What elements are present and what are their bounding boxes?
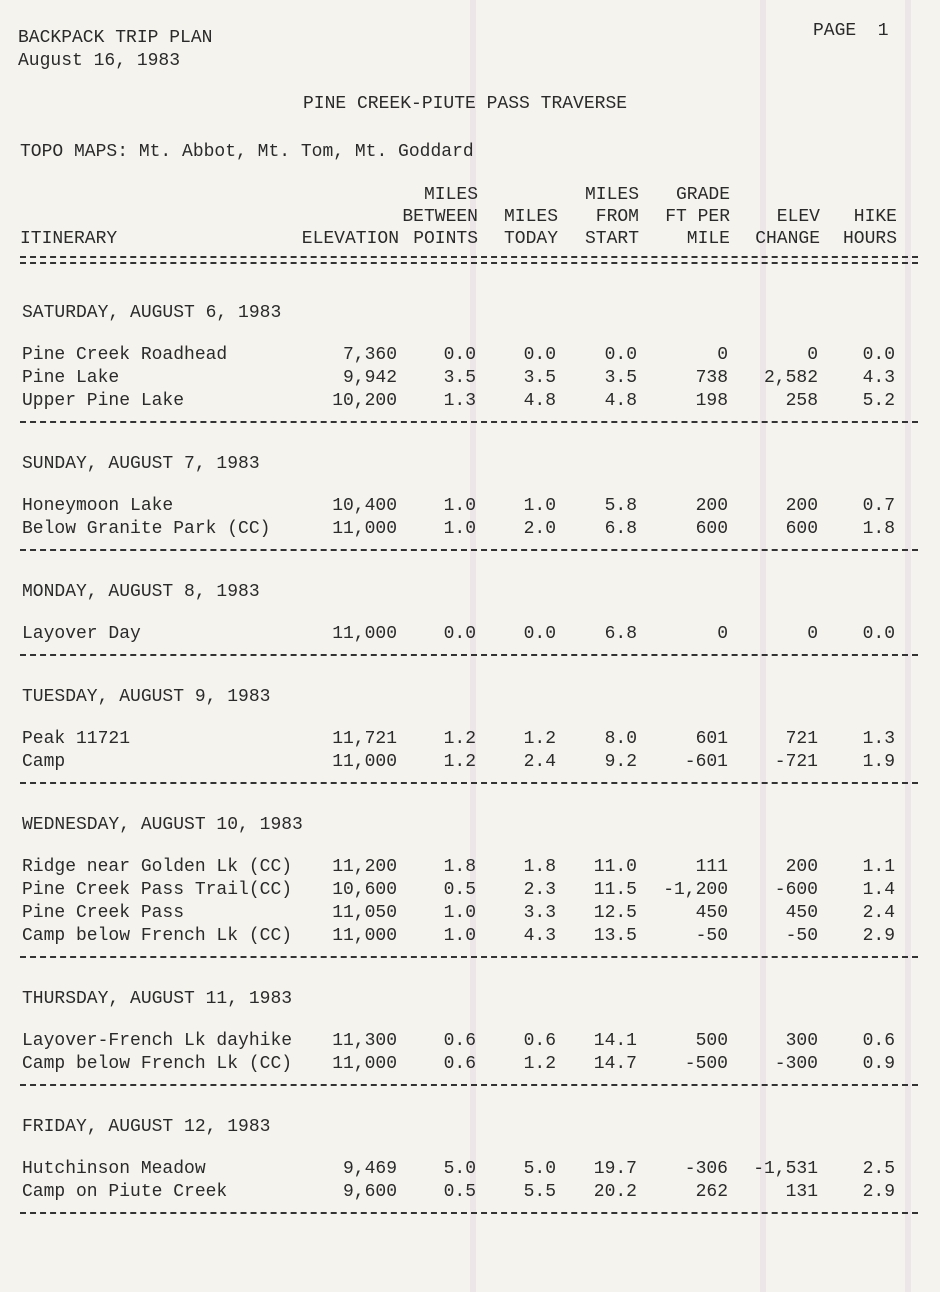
itinerary-row [22, 925, 922, 948]
itinerary-value: -500 [684, 1054, 728, 1074]
itinerary-value: 5.0 [523, 1159, 556, 1179]
itinerary-value: 1.2 [523, 1054, 556, 1074]
day-heading: SATURDAY, AUGUST 6, 1983 [22, 303, 282, 323]
itinerary-value: 1.0 [523, 496, 556, 516]
itinerary-value: 0.0 [523, 624, 556, 644]
day-heading: THURSDAY, AUGUST 11, 1983 [22, 989, 293, 1009]
itinerary-value: 8.0 [604, 729, 637, 749]
itinerary-value: 1.2 [443, 752, 476, 772]
itinerary-value: 3.5 [604, 368, 637, 388]
itinerary-value: 9.2 [604, 752, 637, 772]
itinerary-value: 1.4 [862, 880, 895, 900]
itinerary-value: 19.7 [593, 1159, 637, 1179]
day-separator [20, 782, 918, 784]
itinerary-value: 450 [785, 903, 818, 923]
column-header-line: TODAY [503, 229, 558, 249]
itinerary-row [22, 367, 922, 390]
itinerary-row [22, 1053, 922, 1076]
itinerary-value: 5.5 [523, 1182, 556, 1202]
itinerary-value: 4.3 [523, 926, 556, 946]
day-section [22, 986, 922, 1086]
itinerary-row [22, 390, 922, 413]
itinerary-value: 5.2 [862, 391, 895, 411]
itinerary-value: 11,721 [332, 729, 397, 749]
itinerary-row [22, 1030, 922, 1053]
itinerary-value: 5.8 [604, 496, 637, 516]
column-header-line: MILES [584, 185, 639, 205]
itinerary-value: 1.1 [862, 857, 895, 877]
itinerary-value: 300 [785, 1031, 818, 1051]
itinerary-value: 1.0 [443, 903, 476, 923]
day-section [22, 684, 922, 784]
itinerary-value: 1.8 [523, 857, 556, 877]
waypoint-name: Camp on Piute Creek [22, 1182, 228, 1202]
itinerary-value: 262 [695, 1182, 728, 1202]
header-double-rule [20, 256, 918, 264]
itinerary-row [22, 856, 922, 879]
itinerary-value: 2.3 [523, 880, 556, 900]
itinerary-value: 2.4 [862, 903, 895, 923]
itinerary-value: 3.3 [523, 903, 556, 923]
itinerary-value: 738 [695, 368, 728, 388]
day-heading: WEDNESDAY, AUGUST 10, 1983 [22, 815, 303, 835]
itinerary-value: 0.9 [862, 1054, 895, 1074]
itinerary-value: 198 [695, 391, 728, 411]
itinerary-value: 11.0 [593, 857, 637, 877]
itinerary-value: 200 [785, 496, 818, 516]
itinerary-value: 1.8 [862, 519, 895, 539]
itinerary-value: 1.0 [443, 926, 476, 946]
day-separator [20, 956, 918, 958]
itinerary-value: 131 [785, 1182, 818, 1202]
itinerary-value: 11,000 [332, 926, 397, 946]
itinerary-row [22, 518, 922, 541]
itinerary-value: 0.7 [862, 496, 895, 516]
itinerary-value: 14.7 [593, 1054, 637, 1074]
itinerary-value: 2.9 [862, 926, 895, 946]
column-header-line: MILE [686, 229, 730, 249]
itinerary-row [22, 623, 922, 646]
itinerary-value: 1.2 [523, 729, 556, 749]
itinerary-value: 11,050 [332, 903, 397, 923]
column-header-line: ELEVATION [301, 229, 399, 249]
column-header-line: GRADE [675, 185, 730, 205]
itinerary-value: 0.6 [443, 1031, 476, 1051]
itinerary-value: 450 [695, 903, 728, 923]
column-header-line: HIKE [853, 207, 897, 227]
itinerary-value: 0.0 [862, 624, 895, 644]
column-header-line: BETWEEN [402, 207, 478, 227]
waypoint-name: Camp [22, 752, 66, 772]
itinerary-value: -601 [684, 752, 728, 772]
waypoint-name: Upper Pine Lake [22, 391, 185, 411]
itinerary-value: 2.4 [523, 752, 556, 772]
document-date: August 16, 1983 [18, 51, 181, 71]
itinerary-value: 12.5 [593, 903, 637, 923]
column-header-line: MILES [503, 207, 558, 227]
itinerary-value: -721 [774, 752, 818, 772]
day-section [22, 451, 922, 551]
column-header-line: START [584, 229, 639, 249]
waypoint-name: Below Granite Park (CC) [22, 519, 271, 539]
itinerary-value: 111 [695, 857, 728, 877]
day-separator [20, 421, 918, 423]
day-heading: SUNDAY, AUGUST 7, 1983 [22, 454, 260, 474]
itinerary-value: -1,531 [753, 1159, 818, 1179]
itinerary-value: 0.0 [443, 345, 476, 365]
day-separator [20, 1084, 918, 1086]
itinerary-value: 721 [785, 729, 818, 749]
itinerary-value: 6.8 [604, 519, 637, 539]
itinerary-value: 9,600 [342, 1182, 397, 1202]
itinerary-value: 601 [695, 729, 728, 749]
itinerary-value: 10,200 [332, 391, 397, 411]
waypoint-name: Layover Day [22, 624, 141, 644]
column-header-line: HOURS [842, 229, 897, 249]
itinerary-days [22, 300, 922, 1242]
itinerary-value: 11.5 [593, 880, 637, 900]
itinerary-value: 11,200 [332, 857, 397, 877]
itinerary-value: 9,942 [342, 368, 397, 388]
itinerary-value: 10,600 [332, 880, 397, 900]
waypoint-name: Pine Lake [22, 368, 120, 388]
itinerary-value: 0.5 [443, 1182, 476, 1202]
itinerary-value: 0.0 [443, 624, 476, 644]
itinerary-row [22, 344, 922, 367]
itinerary-value: 11,000 [332, 752, 397, 772]
itinerary-row [22, 495, 922, 518]
itinerary-value: 0.0 [862, 345, 895, 365]
itinerary-value: 1.3 [443, 391, 476, 411]
day-section [22, 1114, 922, 1214]
itinerary-value: 7,360 [342, 345, 397, 365]
itinerary-value: 0.5 [443, 880, 476, 900]
waypoint-name: Layover-French Lk dayhike [22, 1031, 293, 1051]
itinerary-row [22, 902, 922, 925]
itinerary-value: 600 [695, 519, 728, 539]
itinerary-row [22, 879, 922, 902]
itinerary-value: -300 [774, 1054, 818, 1074]
day-separator [20, 654, 918, 656]
itinerary-value: -306 [684, 1159, 728, 1179]
topo-maps: TOPO MAPS: Mt. Abbot, Mt. Tom, Mt. Goddard [20, 142, 474, 162]
itinerary-value: 11,000 [332, 519, 397, 539]
itinerary-value: 0.0 [523, 345, 556, 365]
itinerary-value: 2.0 [523, 519, 556, 539]
day-separator [20, 549, 918, 551]
itinerary-value: 3.5 [443, 368, 476, 388]
day-heading: TUESDAY, AUGUST 9, 1983 [22, 687, 271, 707]
itinerary-value: 600 [785, 519, 818, 539]
itinerary-value: 9,469 [342, 1159, 397, 1179]
itinerary-value: 1.3 [862, 729, 895, 749]
route-title: PINE CREEK-PIUTE PASS TRAVERSE [303, 94, 628, 114]
itinerary-value: 3.5 [523, 368, 556, 388]
waypoint-name: Honeymoon Lake [22, 496, 174, 516]
document-title: BACKPACK TRIP PLAN [18, 28, 213, 48]
itinerary-value: -1,200 [663, 880, 728, 900]
column-header-line: ELEV [776, 207, 820, 227]
itinerary-row [22, 728, 922, 751]
itinerary-value: 0.6 [523, 1031, 556, 1051]
itinerary-value: -600 [774, 880, 818, 900]
itinerary-value: 1.0 [443, 496, 476, 516]
day-section [22, 300, 922, 423]
day-heading: FRIDAY, AUGUST 12, 1983 [22, 1117, 271, 1137]
itinerary-value: 2.5 [862, 1159, 895, 1179]
itinerary-value: 11,000 [332, 1054, 397, 1074]
day-section [22, 812, 922, 958]
itinerary-value: 11,000 [332, 624, 397, 644]
column-header-line: POINTS [413, 229, 478, 249]
itinerary-value: 14.1 [593, 1031, 637, 1051]
waypoint-name: Ridge near Golden Lk (CC) [22, 857, 293, 877]
itinerary-value: 258 [785, 391, 818, 411]
itinerary-value: 1.9 [862, 752, 895, 772]
waypoint-name: Camp below French Lk (CC) [22, 1054, 293, 1074]
day-heading: MONDAY, AUGUST 8, 1983 [22, 582, 260, 602]
itinerary-value: 0 [717, 345, 728, 365]
itinerary-value: 4.8 [604, 391, 637, 411]
waypoint-name: Pine Creek Roadhead [22, 345, 228, 365]
itinerary-value: 20.2 [593, 1182, 637, 1202]
itinerary-value: 11,300 [332, 1031, 397, 1051]
waypoint-name: Peak 11721 [22, 729, 131, 749]
itinerary-value: 4.8 [523, 391, 556, 411]
column-header-line: CHANGE [755, 229, 820, 249]
itinerary-value: 200 [785, 857, 818, 877]
itinerary-value: 1.0 [443, 519, 476, 539]
itinerary-value: 4.3 [862, 368, 895, 388]
itinerary-value: 0.6 [443, 1054, 476, 1074]
itinerary-value: -50 [695, 926, 728, 946]
waypoint-name: Pine Creek Pass Trail(CC) [22, 880, 293, 900]
day-separator [20, 1212, 918, 1214]
itinerary-value: 0 [807, 624, 818, 644]
waypoint-name: Hutchinson Meadow [22, 1159, 206, 1179]
column-header-line: FROM [595, 207, 639, 227]
itinerary-value: 1.2 [443, 729, 476, 749]
itinerary-value: 500 [695, 1031, 728, 1051]
itinerary-value: 2.9 [862, 1182, 895, 1202]
itinerary-value: -50 [785, 926, 818, 946]
itinerary-value: 13.5 [593, 926, 637, 946]
itinerary-value: 5.0 [443, 1159, 476, 1179]
itinerary-value: 0.6 [862, 1031, 895, 1051]
waypoint-name: Camp below French Lk (CC) [22, 926, 293, 946]
itinerary-row [22, 1181, 922, 1204]
day-section [22, 579, 922, 656]
itinerary-value: 200 [695, 496, 728, 516]
itinerary-value: 0.0 [604, 345, 637, 365]
itinerary-row [22, 751, 922, 774]
itinerary-value: 6.8 [604, 624, 637, 644]
column-header-line: MILES [423, 185, 478, 205]
itinerary-value: 1.8 [443, 857, 476, 877]
page-number: PAGE 1 [813, 21, 889, 41]
itinerary-value: 0 [807, 345, 818, 365]
waypoint-name: Pine Creek Pass [22, 903, 185, 923]
itinerary-value: 10,400 [332, 496, 397, 516]
itinerary-value: 2,582 [763, 368, 818, 388]
column-header-line: FT PER [665, 207, 730, 227]
column-header-line: ITINERARY [20, 229, 118, 249]
itinerary-row [22, 1158, 922, 1181]
itinerary-value: 0 [717, 624, 728, 644]
